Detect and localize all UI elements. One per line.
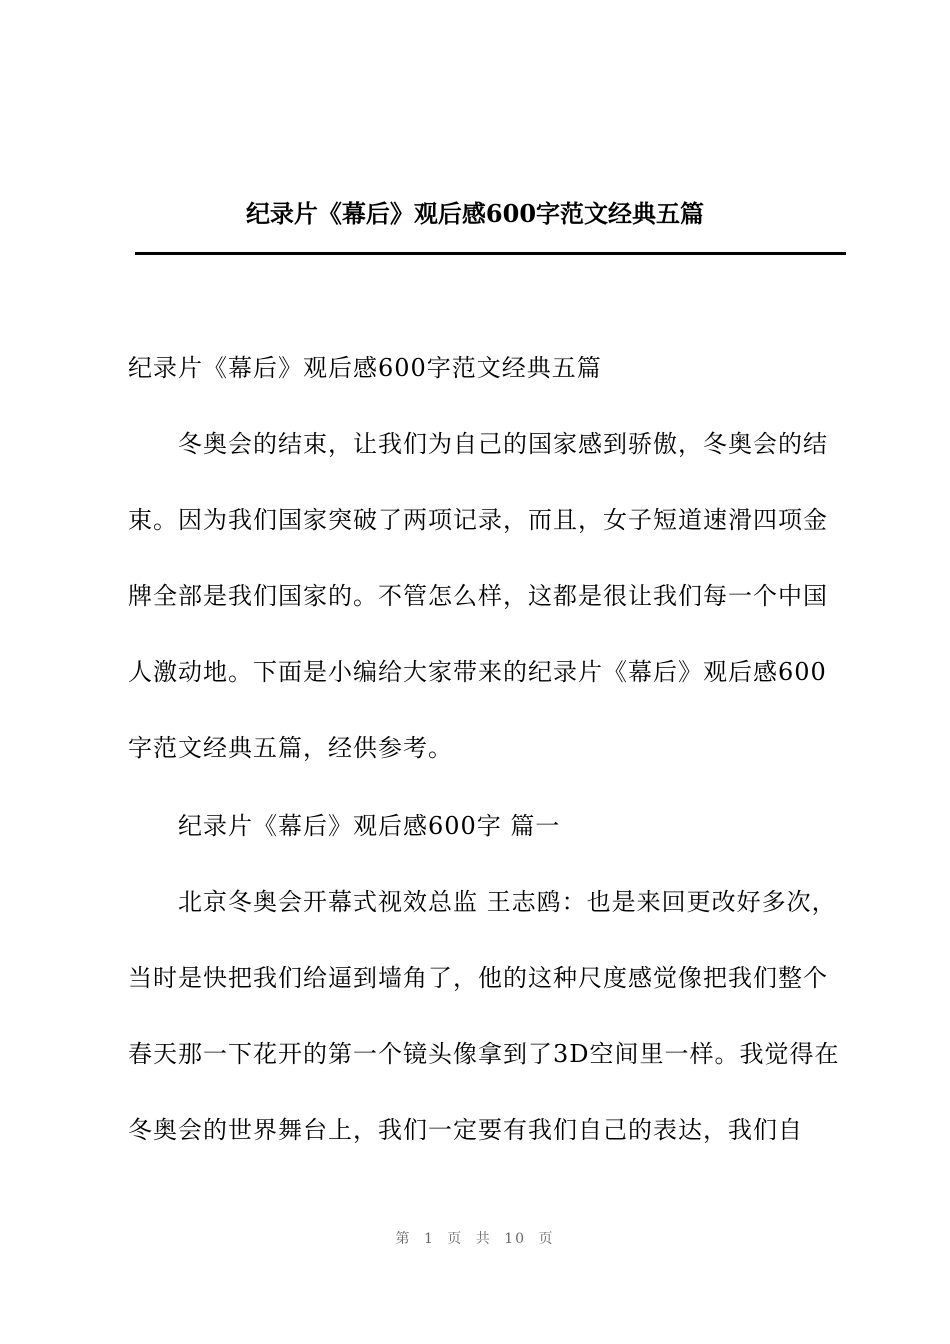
section-heading: 纪录片《幕后》观后感600字 篇一 bbox=[178, 812, 561, 840]
header-divider bbox=[135, 252, 846, 255]
body-paragraph: 北京冬奥会开幕式视效总监 王志鸥：也是来回更改好多次，当时是快把我们给逼到墙角了，他的这种尺度感觉像把我们整个春天那一下花开的第一个镜头像拿到了3D空间里一样。我觉得在冬奥会的世界舞台上，我们一定要有我们自己的表达，我们自 bbox=[128, 888, 840, 1144]
page-number-footer: 第 1 页 共 10 页 bbox=[395, 1231, 555, 1247]
intro-paragraph: 冬奥会的结束，让我们为自己的国家感到骄傲，冬奥会的结束。因为我们国家突破了两项记录，而且，女子短道速滑四项金牌全部是我们国家的。不管怎么样，这都是很让我们每一个中国人激动地。下面是小编给大家带来的纪录片《幕后》观后感600字范文经典五篇，经供参考。 bbox=[128, 430, 828, 762]
document-subtitle: 纪录片《幕后》观后感600字范文经典五篇 bbox=[128, 354, 602, 382]
document-header-title: 纪录片《幕后》观后感600字范文经典五篇 bbox=[245, 199, 705, 228]
